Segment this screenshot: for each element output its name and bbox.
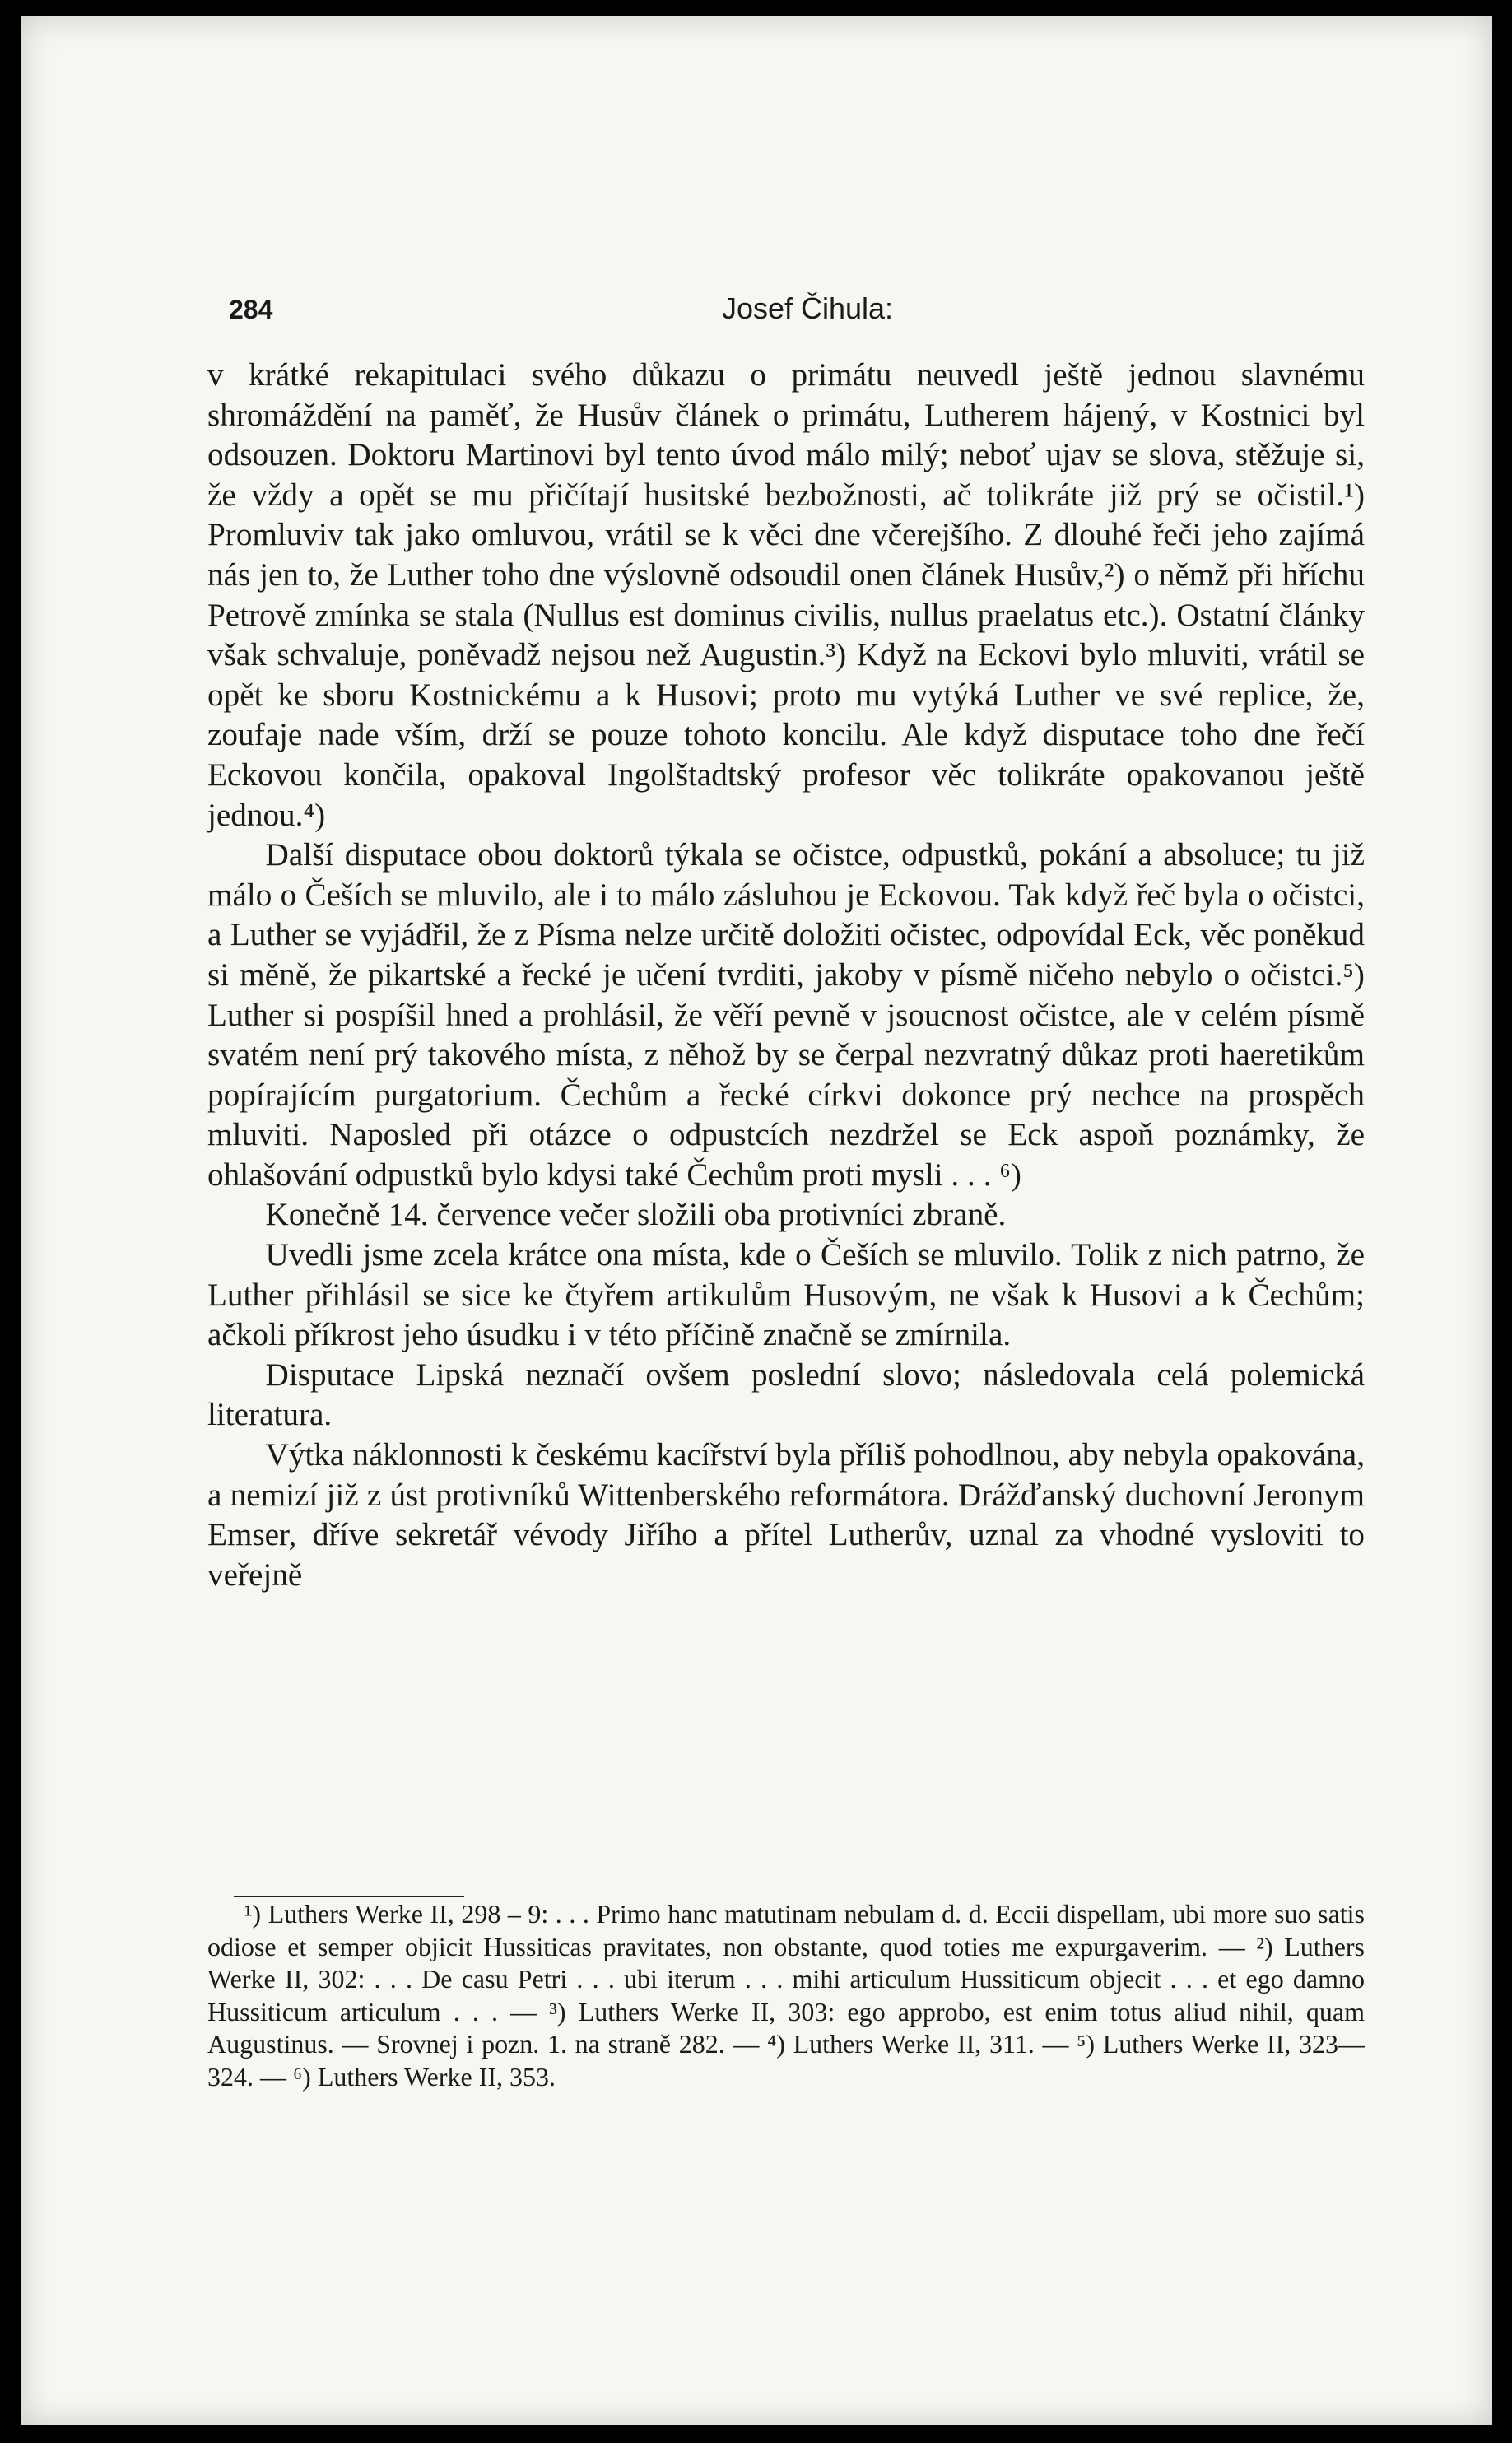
paragraph: Uvedli jsme zcela krátce ona místa, kde o Češích se mluvilo. Tolik z nich patrno, že Luther přihlásil se sice ke čtyřem artikulům Husovým, ne však k Husovi a k Čechům; ačkoli příkrost jeho úsudku i v této příčině značně se zmírnila. (207, 1237, 1365, 1353)
paragraph: Výtka náklonnosti k českému kacířství byla příliš pohodlnou, aby nebyla opakována, a nemizí již z úst protivníků Wittenberského reformátora. Drážďanský duchovní Jeronym Emser, dříve sekretář vévody Jiřího a přítel Lutherův, uznal za vhodné vysloviti to veřejně (207, 1437, 1365, 1593)
paragraph: v krátké rekapitulaci svého důkazu o primátu neuvedl ještě jednou slavnému shromáždění na paměť, že Husův článek o primátu, Lutherem hájený, v Kostnici byl odsouzen. Doktoru Martinovi byl tento úvod málo milý; neboť ujav se slova, stěžuje si, že vždy a opět se mu přičítají husitské bezbožnosti, ač tolikráte již prý se očistil.¹) Promluviv tak jako omluvou, vrátil se k věci dne včerejšího. Z dlouhé řeči jeho zajímá nás jen to, že Luther toho dne výslovně odsoudil onen článek Husův,²) o němž při hříchu Petrově zmínka se stala (Nullus est dominus civilis, nullus praelatus etc.). Ostatní články však schvaluje, poněvadž nejsou než Augustin.³) Když na Eckovi bylo mluviti, vrátil se opět ke sboru Kostnickému a k Husovi; proto mu vytýká Luther ve své replice, že, zoufaje nade vším, drží se pouze tohoto koncilu. Ale když disputace toho dne řečí Eckovou končila, opakoval Ingolštadtský profesor věc tolikráte opakovanou ještě jednou.⁴) (207, 357, 1365, 833)
footnote-text: ¹) Luthers Werke II, 298 – 9: . . . Primo hanc matutinam nebulam d. d. Eccii dispellam, ubi more suo satis odiose et semper objicit Hussiticas pravitates, non obstante, quod toties me expurgaverim. — ²) Luthers Werke II, 302: . . . De casu Petri . . . ubi iterum . . . mihi articulum Hussiticum objecit . . . et ego damno Hussiticum articulum . . . — ³) Luthers Werke II, 303: ego approbo, est enim totus aliud nihil, quam Augustinus. — Srovnej i pozn. 1. na straně 282. — ⁴) Luthers Werke II, 311. — ⁵) Luthers Werke II, 323—324. — ⁶) Luthers Werke II, 353. (207, 1899, 1365, 2092)
footnotes (207, 1898, 1365, 2093)
running-head: Josef Čihula: (721, 291, 894, 325)
footnote-divider (234, 1896, 464, 1897)
page-number: 284 (229, 295, 273, 324)
body-text (207, 356, 1365, 1595)
paragraph: Konečně 14. července večer složili oba protivníci zbraně. (265, 1197, 1007, 1233)
page-header (229, 286, 1386, 336)
paragraph: Disputace Lipská neznačí ovšem poslední slovo; následovala celá polemická literatura. (207, 1356, 1365, 1433)
paragraph: Další disputace obou doktorů týkala se očistce, odpustků, pokání a absoluce; tu již málo o Češích se mluvilo, ale i to málo zásluhou je Eckovou. Tak když řeč byla o očistci, a Luther se vyjádřil, že z Písma nelze určitě doložiti očistec, odpovídal Eck, věc poněkud si měně, že pikartské a řecké je učení tvrditi, jakoby v písmě ničeho nebylo o očistci.⁵) Luther si pospíšil hned a prohlásil, že věří pevně v jsoucnost očistce, ale v celém písmě svatém není prý takového místa, z něhož by se čerpal nezvratný důkaz proti haeretikům popírajícím purgatorium. Čechům a řecké církvi dokonce prý nechce na prospěch mluviti. Naposled při otázce o odpustcích nezdržel se Eck aspoň poznámky, že ohlašování odpustků bylo kdysi také Čechům proti mysli . . . ⁶) (207, 837, 1365, 1193)
